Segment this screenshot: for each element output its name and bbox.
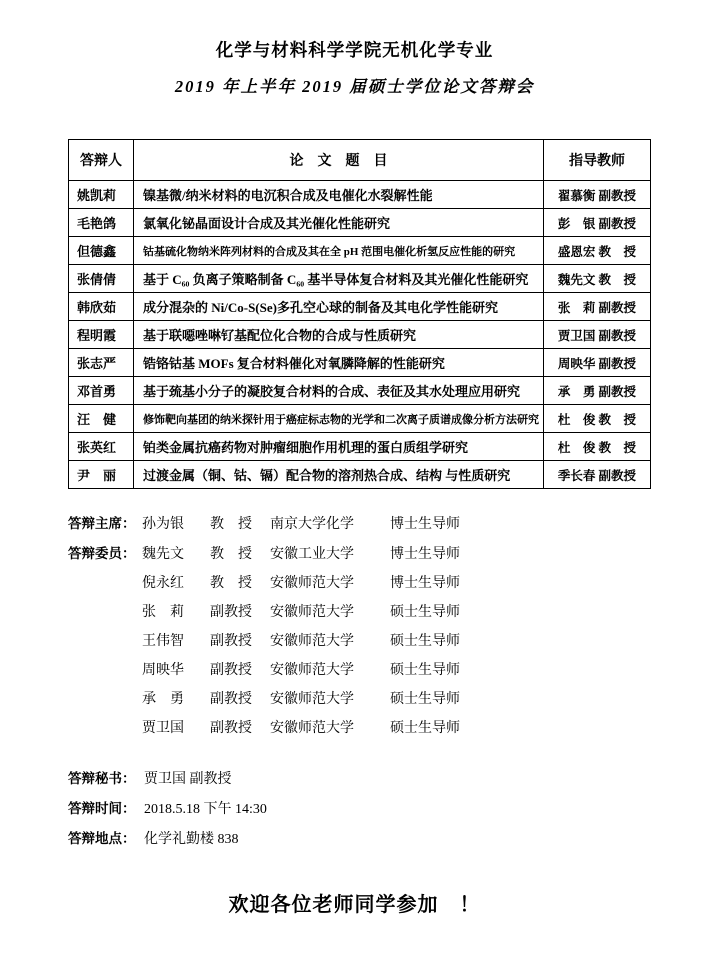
table-row bbox=[69, 461, 651, 489]
secretary-label: 答辩秘书： bbox=[68, 771, 136, 786]
member-role: 博士生导师 bbox=[390, 547, 460, 562]
member-name: 王伟智 bbox=[142, 634, 184, 649]
thesis-title: 钴基硫化物纳米阵列材料的合成及其在全 pH 范围电催化析氢反应性能的研究 bbox=[134, 237, 544, 265]
member-title: 副教授 bbox=[210, 634, 252, 649]
thesis-title: 基于联噁唑啉钌基配位化合物的合成与性质研究 bbox=[134, 321, 544, 349]
defender-name: 张倩倩 bbox=[69, 265, 134, 293]
thesis-title: 镍基微/纳米材料的电沉积合成及电催化水裂解性能 bbox=[134, 181, 544, 209]
defender-name: 但德鑫 bbox=[69, 237, 134, 265]
thesis-title: 铂类金属抗癌药物对肿瘤细胞作用机理的蛋白质组学研究 bbox=[134, 433, 544, 461]
thesis-title: 过渡金属（铜、钴、镉）配合物的溶剂热合成、结构 与性质研究 bbox=[134, 461, 544, 489]
member-org: 安徽师范大学 bbox=[270, 692, 354, 707]
committee-member-line bbox=[68, 627, 709, 656]
advisor-name: 承 勇 副教授 bbox=[544, 377, 651, 405]
advisor-name: 彭 银 副教授 bbox=[544, 209, 651, 237]
advisor-name: 杜 俊 教 授 bbox=[544, 405, 651, 433]
defender-name: 张志严 bbox=[69, 349, 134, 377]
thesis-title: 修饰靶向基团的纳米探针用于癌症标志物的光学和二次离子质谱成像分析方法研究 bbox=[134, 405, 544, 433]
member-name: 张 莉 bbox=[142, 605, 184, 620]
page-title: 化学与材料科学学院无机化学专业 bbox=[215, 40, 494, 60]
welcome-message: 欢迎各位老师同学参加 ！ bbox=[228, 894, 481, 916]
committee-member-line bbox=[68, 714, 709, 743]
member-title: 副教授 bbox=[210, 692, 252, 707]
table-row bbox=[69, 433, 651, 461]
table-row bbox=[69, 265, 651, 293]
member-org: 安徽师范大学 bbox=[270, 721, 354, 736]
member-name: 贾卫国 bbox=[142, 721, 184, 736]
member-role: 硕士生导师 bbox=[390, 605, 460, 620]
time-label: 答辩时间： bbox=[68, 801, 136, 816]
table-row bbox=[69, 293, 651, 321]
table-row bbox=[69, 405, 651, 433]
thesis-title: 锆铬钴基 MOFs 复合材料催化对氧膦降解的性能研究 bbox=[134, 349, 544, 377]
member-name: 倪永红 bbox=[142, 576, 184, 591]
advisor-name: 杜 俊 教 授 bbox=[544, 433, 651, 461]
advisor-name: 贾卫国 副教授 bbox=[544, 321, 651, 349]
table-row bbox=[69, 237, 651, 265]
defender-name: 韩欣茹 bbox=[69, 293, 134, 321]
member-title: 教 授 bbox=[210, 547, 252, 562]
table-row bbox=[69, 377, 651, 405]
member-title: 副教授 bbox=[210, 663, 252, 678]
defense-details-section bbox=[68, 764, 709, 854]
member-name: 魏先文 bbox=[142, 547, 184, 562]
time-value: 2018.5.18 下午 14:30 bbox=[144, 802, 267, 817]
committee-member-line bbox=[68, 598, 709, 627]
thesis-title: 成分混杂的 Ni/Co-S(Se)多孔空心球的制备及其电化学性能研究 bbox=[134, 293, 544, 321]
chair-label: 答辩主席： bbox=[68, 516, 136, 531]
committee-member-line bbox=[68, 656, 709, 685]
table-row bbox=[69, 349, 651, 377]
advisor-name: 盛恩宏 教 授 bbox=[544, 237, 651, 265]
member-name: 孙为银 bbox=[142, 517, 184, 532]
thesis-title: 基于 C₆₀ 负离子策略制备 C₆₀ 基半导体复合材料及其光催化性能研究 bbox=[134, 265, 544, 293]
page-subtitle: 2019 年上半年 2019 届硕士学位论文答辩会 bbox=[174, 77, 535, 96]
defender-name: 程明霞 bbox=[69, 321, 134, 349]
defender-name: 尹 丽 bbox=[69, 461, 134, 489]
committee-member-line bbox=[68, 685, 709, 714]
defender-name: 邓首勇 bbox=[69, 377, 134, 405]
table-header-row bbox=[69, 140, 651, 181]
member-title: 副教授 bbox=[210, 721, 252, 736]
committee-member-line bbox=[68, 539, 709, 569]
member-org: 南京大学化学 bbox=[270, 517, 354, 532]
defender-name: 姚凯莉 bbox=[69, 181, 134, 209]
header-defender: 答辩人 bbox=[69, 140, 134, 181]
table-row bbox=[69, 209, 651, 237]
member-role: 硕士生导师 bbox=[390, 692, 460, 707]
member-org: 安徽师范大学 bbox=[270, 663, 354, 678]
advisor-name: 魏先文 教 授 bbox=[544, 265, 651, 293]
committee-section bbox=[68, 509, 709, 743]
table-row bbox=[69, 321, 651, 349]
time-line bbox=[68, 794, 709, 824]
member-name: 承 勇 bbox=[142, 692, 184, 707]
secretary-value: 贾卫国 副教授 bbox=[144, 772, 232, 787]
member-title: 教 授 bbox=[210, 576, 252, 591]
defense-schedule-table bbox=[68, 139, 651, 489]
member-role: 博士生导师 bbox=[390, 576, 460, 591]
location-label: 答辩地点： bbox=[68, 831, 136, 846]
members-label: 答辩委员： bbox=[68, 546, 136, 561]
header-advisor: 指导教师 bbox=[544, 140, 651, 181]
thesis-title: 基于巯基小分子的凝胶复合材料的合成、表征及其水处理应用研究 bbox=[134, 377, 544, 405]
member-role: 硕士生导师 bbox=[390, 663, 460, 678]
member-name: 周映华 bbox=[142, 663, 184, 678]
member-role: 博士生导师 bbox=[390, 517, 460, 532]
member-org: 安徽工业大学 bbox=[270, 547, 354, 562]
committee-member-line bbox=[68, 569, 709, 598]
member-org: 安徽师范大学 bbox=[270, 605, 354, 620]
member-role: 硕士生导师 bbox=[390, 634, 460, 649]
secretary-line bbox=[68, 764, 709, 794]
advisor-name: 周映华 副教授 bbox=[544, 349, 651, 377]
defender-name: 毛艳鸽 bbox=[69, 209, 134, 237]
advisor-name: 张 莉 副教授 bbox=[544, 293, 651, 321]
location-line bbox=[68, 824, 709, 854]
defender-name: 汪 健 bbox=[69, 405, 134, 433]
member-title: 教 授 bbox=[210, 517, 252, 532]
advisor-name: 翟慕衡 副教授 bbox=[544, 181, 651, 209]
header-thesis-title: 论 文 题 目 bbox=[134, 140, 544, 181]
defender-name: 张英红 bbox=[69, 433, 134, 461]
thesis-title: 氯氧化铋晶面设计合成及其光催化性能研究 bbox=[134, 209, 544, 237]
member-org: 安徽师范大学 bbox=[270, 576, 354, 591]
member-role: 硕士生导师 bbox=[390, 721, 460, 736]
advisor-name: 季长春 副教授 bbox=[544, 461, 651, 489]
member-title: 副教授 bbox=[210, 605, 252, 620]
location-value: 化学礼勤楼 838 bbox=[144, 832, 239, 847]
committee-chair-line bbox=[68, 509, 709, 539]
table-row bbox=[69, 181, 651, 209]
member-org: 安徽师范大学 bbox=[270, 634, 354, 649]
